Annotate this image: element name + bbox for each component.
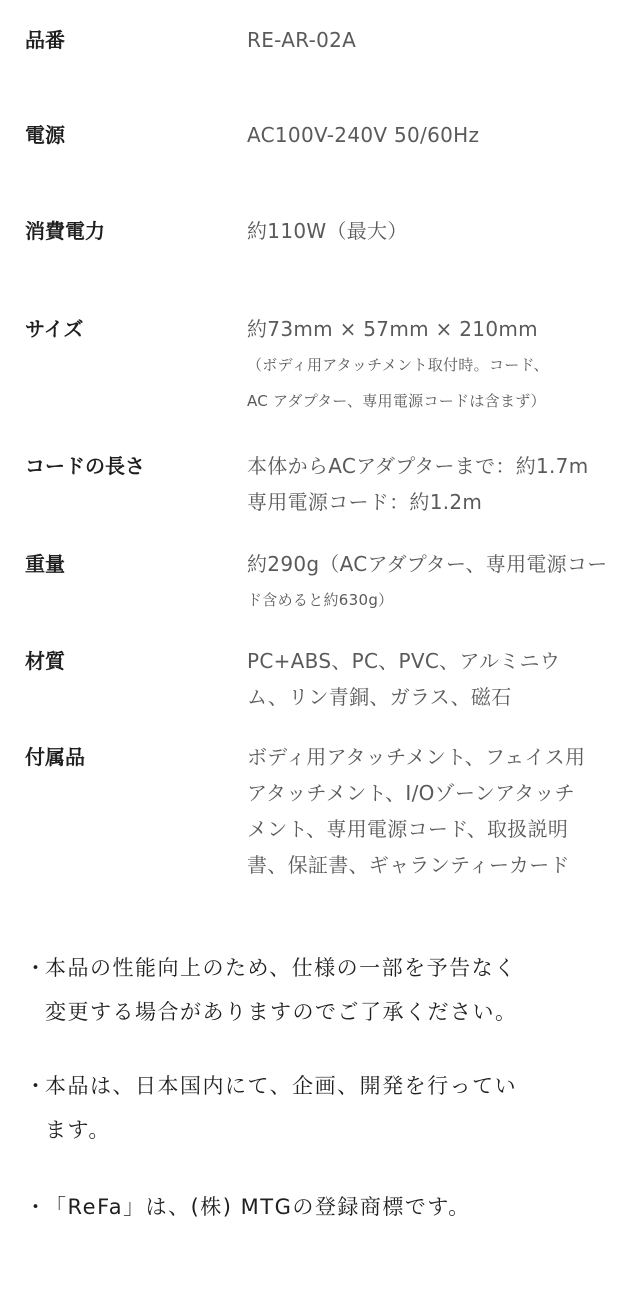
spec-label: 材質 [25, 649, 65, 673]
bullet: ・ [25, 1074, 48, 1098]
spec-value [247, 448, 622, 520]
spec-value-line: 約290g（ACアダプター、専用電源コー [247, 552, 608, 576]
spec-value [247, 546, 622, 618]
spec-label: コードの長さ [25, 454, 145, 478]
bullet: ・ [25, 956, 48, 980]
spec-value-line: アタッチメント、I/Oゾーンアタッチ [247, 781, 575, 805]
spec-value-line: AC100V-240V 50/60Hz [247, 123, 480, 147]
note-text [25, 1064, 605, 1152]
note-line: 変更する場合がありますのでご了承ください。 [45, 1000, 518, 1024]
note-item [25, 1064, 605, 1152]
note-line: 本品は、日本国内にて、企画、開発を行ってい [45, 1074, 518, 1098]
spec-value-line: 専用電源コード：約1.2m [247, 490, 483, 514]
spec-value [247, 311, 622, 419]
spec-label: 品番 [25, 28, 65, 52]
spec-value-note: （ボディ用アタッチメント取付時。コード、 [247, 356, 549, 374]
spec-value-note: AC アダプター、専用電源コードは含まず） [247, 392, 546, 410]
spec-label: 重量 [25, 552, 65, 576]
spec-value-line: メント、専用電源コード、取扱説明 [247, 817, 569, 841]
note-line: 「ReFa」は、(株) MTGの登録商標です。 [45, 1195, 471, 1219]
spec-value-line: 本体からACアダプターまで：約1.7m [247, 454, 589, 478]
spec-value [247, 117, 622, 153]
note-line: 本品の性能向上のため、仕様の一部を予告なく [45, 956, 517, 980]
spec-value-line: ム、リン青銅、ガラス、磁石 [247, 685, 512, 709]
spec-value-line: ボディ用アタッチメント、フェイス用 [247, 745, 586, 769]
note-text [25, 1185, 605, 1229]
spec-label: 消費電力 [25, 219, 105, 243]
note-item [25, 1185, 605, 1229]
note-text [25, 946, 605, 1034]
spec-label: 電源 [25, 123, 65, 147]
note-line: ます。 [45, 1118, 111, 1142]
note-item [25, 946, 605, 1034]
spec-value-line: 書、保証書、ギャランティーカード [247, 853, 570, 877]
spec-value-line: PC+ABS、PC、PVC、アルミニウ [247, 649, 561, 673]
spec-value-line: 約73mm × 57mm × 210mm [247, 317, 538, 341]
spec-value [247, 643, 622, 715]
spec-label: サイズ [25, 317, 84, 341]
spec-value-line: 約110W（最大） [247, 219, 408, 243]
spec-value [247, 22, 622, 58]
spec-value [247, 739, 622, 883]
spec-value [247, 213, 622, 249]
spec-value-line: RE-AR-02A [247, 28, 357, 52]
spec-label: 付属品 [25, 745, 85, 769]
bullet: ・ [25, 1195, 48, 1219]
spec-value-note: ド含めると約630g） [247, 591, 394, 609]
